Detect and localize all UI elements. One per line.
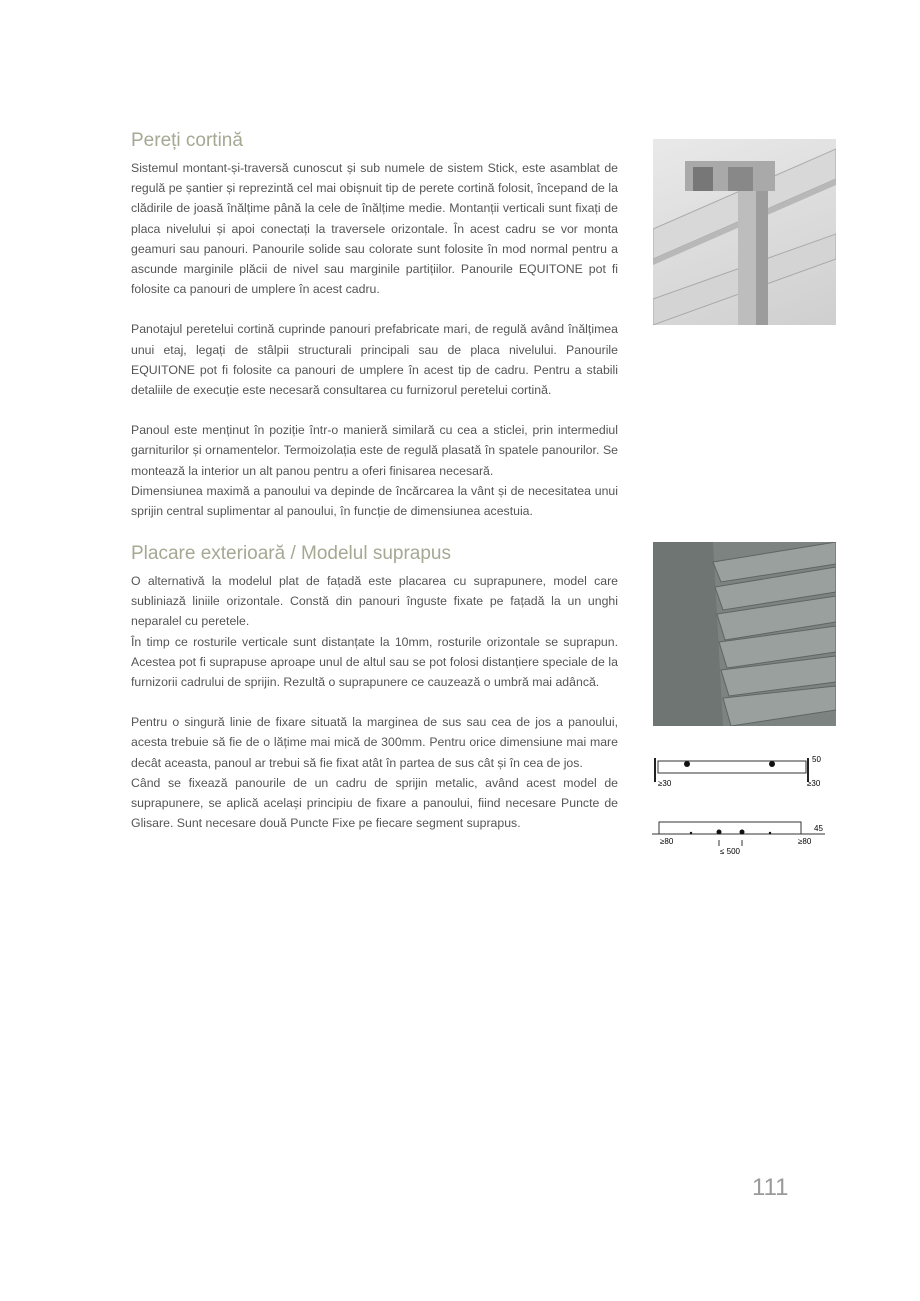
paragraph: Sistemul montant-și-traversă cunoscut și sub numele de sistem Stick, este asamblat de regulă pe șantier și reprezintă cel mai obișnuit tip de perete cortină folosit, începand de la clădirile de joasă înălțime până la cele de înălțime medie. Montanții verticali sunt fixați de placa nivelului și apoi conectați la traversele orizontale. În acest cadru se vor monta geamuri sau panouri. Panourile solide sau colorate sunt folosite în mod normal pentru a ascunde marginile plăcii de nivel sau marginile partițiilor. Panourile EQUITONE pot fi folosite ca panouri de umplere în acest cadru. (131, 161, 618, 297)
paragraph: Panoul este menținut în poziție într-o manieră similară cu cea a sticlei, prin intermediul garniturilor și ornamentelor. Termoizolația este de regulă plasată în spatele panourilor. Se montează la interior un alt panou pentru a oferi finisarea necesară. (131, 423, 618, 478)
dimension-label: ≥80 (798, 837, 812, 846)
fixing-diagram-top (650, 752, 840, 797)
paragraph: Pentru o singură linie de fixare situată la marginea de sus sau cea de jos a panoului, acesta trebuie să fie de o lățime mai mică de 300mm. Pentru orice dimensiune mai mare decât aceasta, panoul ar trebui să fie fixat atât în partea de sus cât și în cea de jos. (131, 715, 618, 770)
section-body-curtain-walls (131, 158, 618, 521)
fixing-diagram-bottom (650, 820, 840, 865)
dimension-label: 50 (812, 755, 821, 764)
section-title-overlap-cladding: Placare exterioară / Modelul suprapus (131, 543, 452, 564)
paragraph: Când se fixează panourile de un cadru de sprijin metalic, având acest model de suprapunere, se aplică același principiu de fixare a panoului, fiind necesare Puncte de Glisare. Sunt necesare două Puncte Fixe pe fiecare segment suprapus. (131, 775, 618, 831)
section-body-overlap-cladding (131, 571, 618, 833)
page-number: 111 (752, 1174, 789, 1201)
paragraph: În timp ce rosturile verticale sunt distanțate la 10mm, rosturile orizontale se suprapun. Acestea pot fi suprapuse aproape unul de altul sau se pot folosi distanțiere speciale de la furnizorii cadrului de sprijin. Rezultă o suprapunere ce cauzează o umbră mai adâncă. (131, 634, 618, 690)
dimension-label: 45 (814, 824, 823, 833)
dimension-label: ≤ 500 (720, 847, 740, 856)
dimension-label: ≥30 (658, 779, 672, 788)
paragraph: Dimensiunea maximă a panoului va depinde de încărcarea la vânt și de necesitatea unui sprijin central suplimentar al panoului, în funcție de dimensiunea acestuia. (131, 483, 618, 519)
dimension-label: ≥80 (660, 837, 674, 846)
dimension-label: ≥30 (807, 779, 821, 788)
paragraph: Panotajul peretelui cortină cuprinde panouri prefabricate mari, de regulă având înălțimea unui etaj, legați de stâlpii structurali principali sau de placa nivelului. Panourile EQUITONE pot fi folosite ca panouri de umplere în acest tip de cadru. Pentru a stabili detaliile de execuție este necesară consultarea cu furnizorul peretelui cortină. (131, 322, 618, 398)
paragraph: O alternativă la modelul plat de fațadă este placarea cu suprapunere, model care subliniază liniile orizontale. Constă din panouri înguste fixate pe fațadă la un unghi neparalel cu peretele. (131, 574, 618, 629)
curtain-wall-photo (653, 139, 836, 325)
section-title-curtain-walls: Pereți cortină (131, 130, 243, 151)
overlapping-cladding-photo (653, 542, 836, 726)
